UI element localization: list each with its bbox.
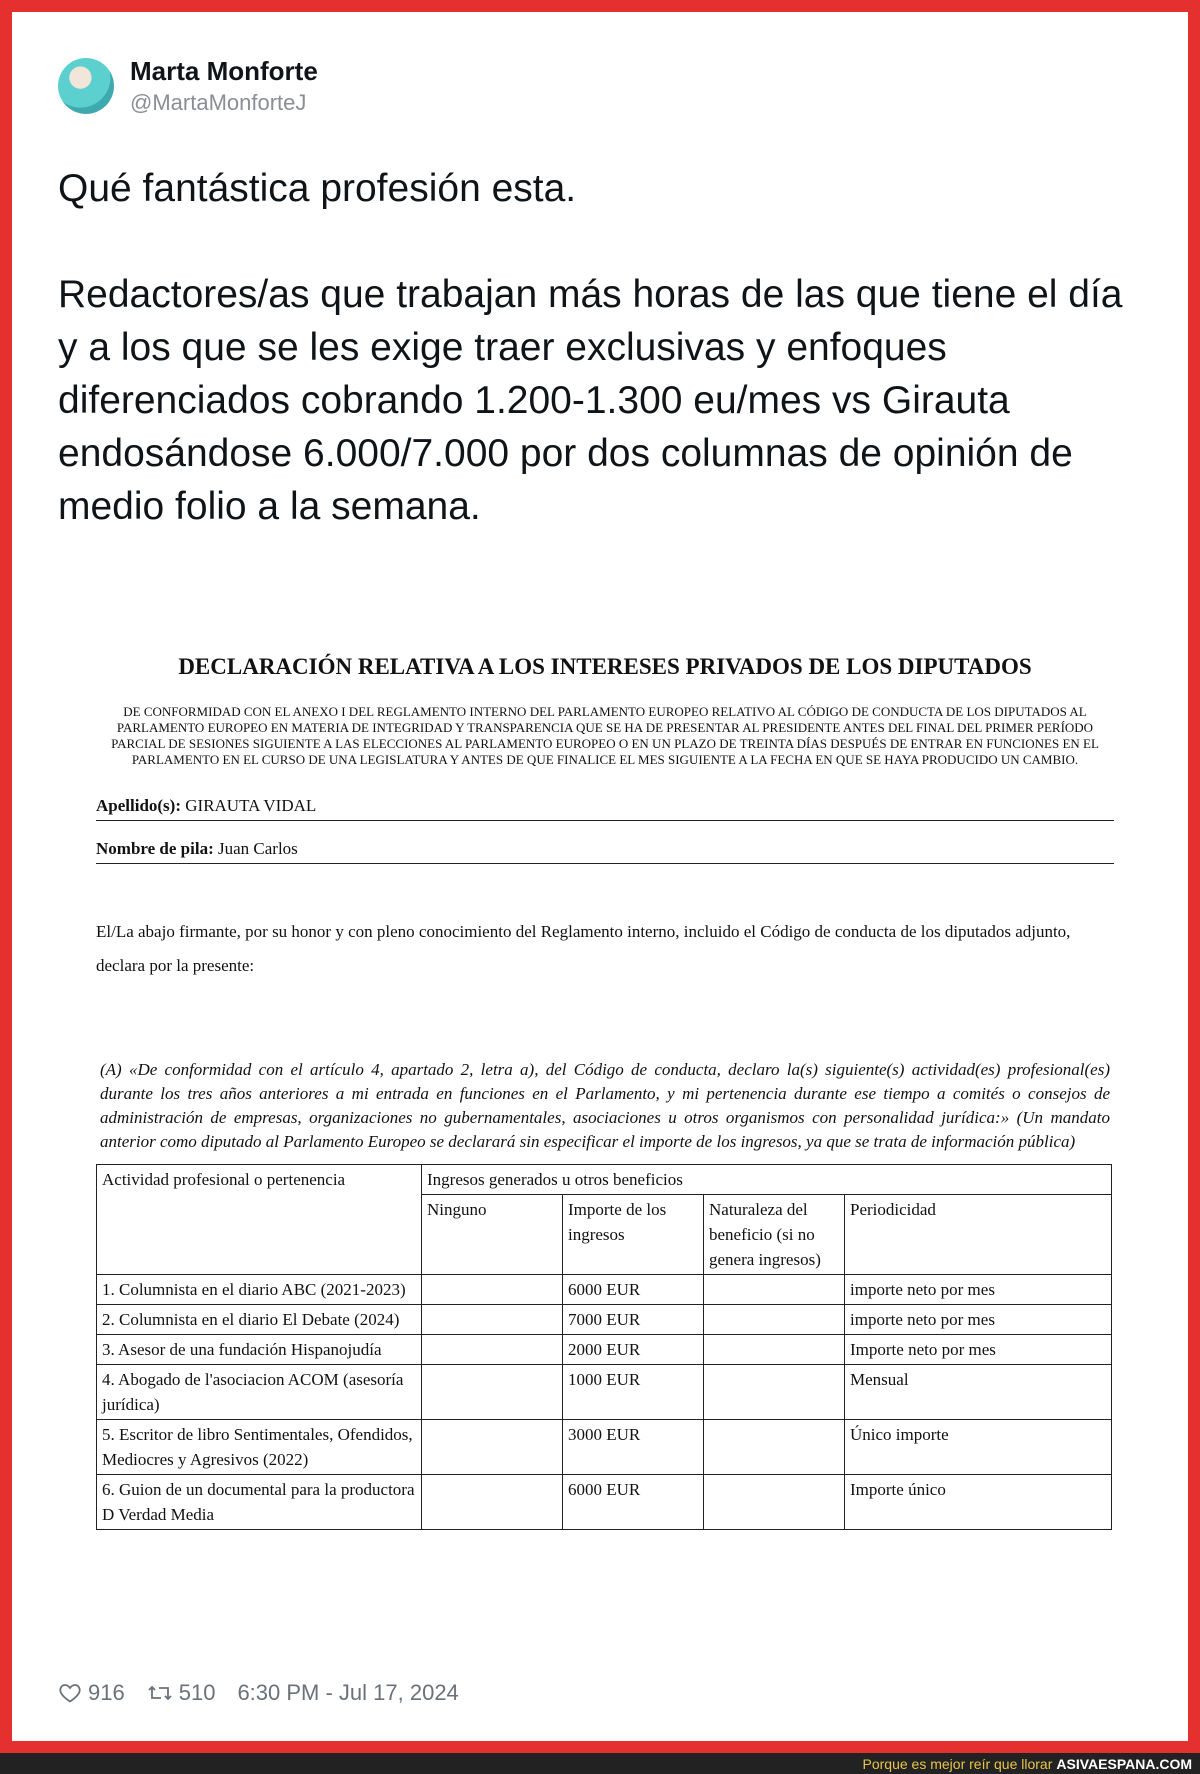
site-footer	[0, 1753, 1200, 1774]
table-row	[97, 1335, 1112, 1365]
tweet-text: Qué fantástica profesión esta. Redactores/as que trabajan más horas de las que tiene el día y a los que se les exige traer exclusivas y enfoques diferenciados cobrando 1.200-1.300 eu/mes vs Girauta endosándose 6.000/7.000 por dos columnas de opinión de medio folio a la semana.	[58, 167, 1123, 528]
cell-none	[422, 1335, 563, 1365]
cell-amount: 1000 EUR	[563, 1365, 704, 1420]
document-preamble: DE CONFORMIDAD CON EL ANEXO I DEL REGLAMENTO INTERNO DEL PARLAMENTO EUROPEO RELATIVO AL CÓDIGO DE CONDUCTA DE LOS DIPUTADOS AL PARLAMENTO EUROPEO EN MATERIA DE INTEGRIDAD Y TRANSPARENCIA QUE SE HA DE PRESENTAR AL PRESIDENTE ANTES DEL FINAL DEL PRIMER PERÍODO PARCIAL DE SESIONES SIGUIENTE A LAS ELECCIONES AL PARLAMENTO EUROPEO O EN UN PLAZO DE TREINTA DÍAS DESPUÉS DE ENTRAR EN FUNCIONES EN EL PARLAMENTO EN EL CURSO DE UNA LEGISLATURA Y ANTES DE QUE FINALICE EL MES SIGUIENTE A LA FECHA EN QUE SE HAYA PRODUCIDO UN CAMBIO.	[111, 704, 1099, 767]
retweet-button[interactable]	[147, 1680, 216, 1706]
firstname-value: Juan Carlos	[218, 839, 298, 858]
cell-activity: 4. Abogado de l'asociacion ACOM (asesoría jurídica)	[97, 1365, 422, 1420]
timestamp[interactable]: 6:30 PM - Jul 17, 2024	[237, 1680, 459, 1705]
cell-nature	[704, 1275, 845, 1305]
cell-nature	[704, 1305, 845, 1335]
avatar[interactable]	[58, 58, 114, 114]
cell-activity: 2. Columnista en el diario El Debate (2024)	[97, 1305, 422, 1335]
cell-activity: 3. Asesor de una fundación Hispanojudía	[97, 1335, 422, 1365]
cell-nature	[704, 1420, 845, 1475]
table-row	[97, 1365, 1112, 1420]
header-income-group: Ingresos generados u otros beneficios	[422, 1165, 1112, 1195]
table-row	[97, 1475, 1112, 1530]
heart-icon	[58, 1681, 82, 1705]
cell-none	[422, 1275, 563, 1305]
cell-period: Importe neto por mes	[845, 1335, 1112, 1365]
header-activity: Actividad profesional o pertenencia	[97, 1165, 422, 1275]
header-period: Periodicidad	[845, 1195, 1112, 1275]
cell-nature	[704, 1365, 845, 1420]
surname-field	[96, 796, 1114, 821]
cell-period: Importe único	[845, 1475, 1112, 1530]
header-none: Ninguno	[422, 1195, 563, 1275]
cell-activity: 6. Guion de un documental para la productora D Verdad Media	[97, 1475, 422, 1530]
section-a-text: (A) «De conformidad con el artículo 4, apartado 2, letra a), del Código de conducta, declaro la(s) siguiente(s) actividad(es) profesional(es) durante los tres años anteriores a mi entrada en funciones en el Parlamento, y mi pertenencia durante ese tiempo a comités o consejos de administración de empresas, organizaciones no gubernamentales, asociaciones u otros organismos con personalidad jurídica:» (Un mandato anterior como diputado al Parlamento Europeo se declarará sin especificar el importe de los ingresos, ya que se trata de información pública)	[100, 1060, 1110, 1151]
document-title: DECLARACIÓN RELATIVA A LOS INTERESES PRIVADOS DE LOS DIPUTADOS	[178, 654, 1032, 679]
cell-none	[422, 1305, 563, 1335]
cell-activity: 1. Columnista en el diario ABC (2021-2023)	[97, 1275, 422, 1305]
like-button[interactable]	[58, 1680, 125, 1706]
cell-amount: 7000 EUR	[563, 1305, 704, 1335]
cell-nature	[704, 1475, 845, 1530]
cell-period: Único importe	[845, 1420, 1112, 1475]
header-nature: Naturaleza del beneficio (si no genera ingresos)	[704, 1195, 845, 1275]
cell-nature	[704, 1335, 845, 1365]
author-name[interactable]: Marta Monforte	[130, 56, 318, 86]
retweet-icon	[147, 1681, 173, 1705]
cell-period: importe neto por mes	[845, 1275, 1112, 1305]
cell-amount: 3000 EUR	[563, 1420, 704, 1475]
firstname-field	[96, 839, 1114, 864]
cell-none	[422, 1420, 563, 1475]
like-count: 916	[88, 1680, 125, 1705]
cell-period: Mensual	[845, 1365, 1112, 1420]
table-row	[97, 1305, 1112, 1335]
table-row	[97, 1275, 1112, 1305]
tweet-stats	[58, 1680, 481, 1706]
header-amount: Importe de los ingresos	[563, 1195, 704, 1275]
cell-period: importe neto por mes	[845, 1305, 1112, 1335]
statement-text: El/La abajo firmante, por su honor y con pleno conocimiento del Reglamento interno, incluido el Código de conducta de los diputados adjunto,	[96, 922, 1071, 941]
surname-value: GIRAUTA VIDAL	[185, 796, 317, 815]
attached-document	[96, 640, 1114, 1530]
retweet-count: 510	[178, 1680, 216, 1705]
firstname-label: Nombre de pila:	[96, 839, 214, 858]
declares-text: declara por la presente:	[96, 956, 255, 975]
cell-amount: 6000 EUR	[563, 1275, 704, 1305]
cell-activity: 5. Escritor de libro Sentimentales, Ofendidos, Mediocres y Agresivos (2022)	[97, 1420, 422, 1475]
income-table	[96, 1164, 1112, 1530]
cell-amount: 6000 EUR	[563, 1475, 704, 1530]
surname-label: Apellido(s):	[96, 796, 181, 815]
author-handle[interactable]: @MartaMonforteJ	[130, 90, 307, 115]
cell-amount: 2000 EUR	[563, 1335, 704, 1365]
table-row	[97, 1420, 1112, 1475]
tweet-header	[58, 56, 318, 116]
cell-none	[422, 1365, 563, 1420]
cell-none	[422, 1475, 563, 1530]
footer-brand[interactable]: ASIVAESPANA.COM	[1056, 1755, 1192, 1772]
footer-tagline: Porque es mejor reír que llorar	[862, 1755, 1053, 1772]
